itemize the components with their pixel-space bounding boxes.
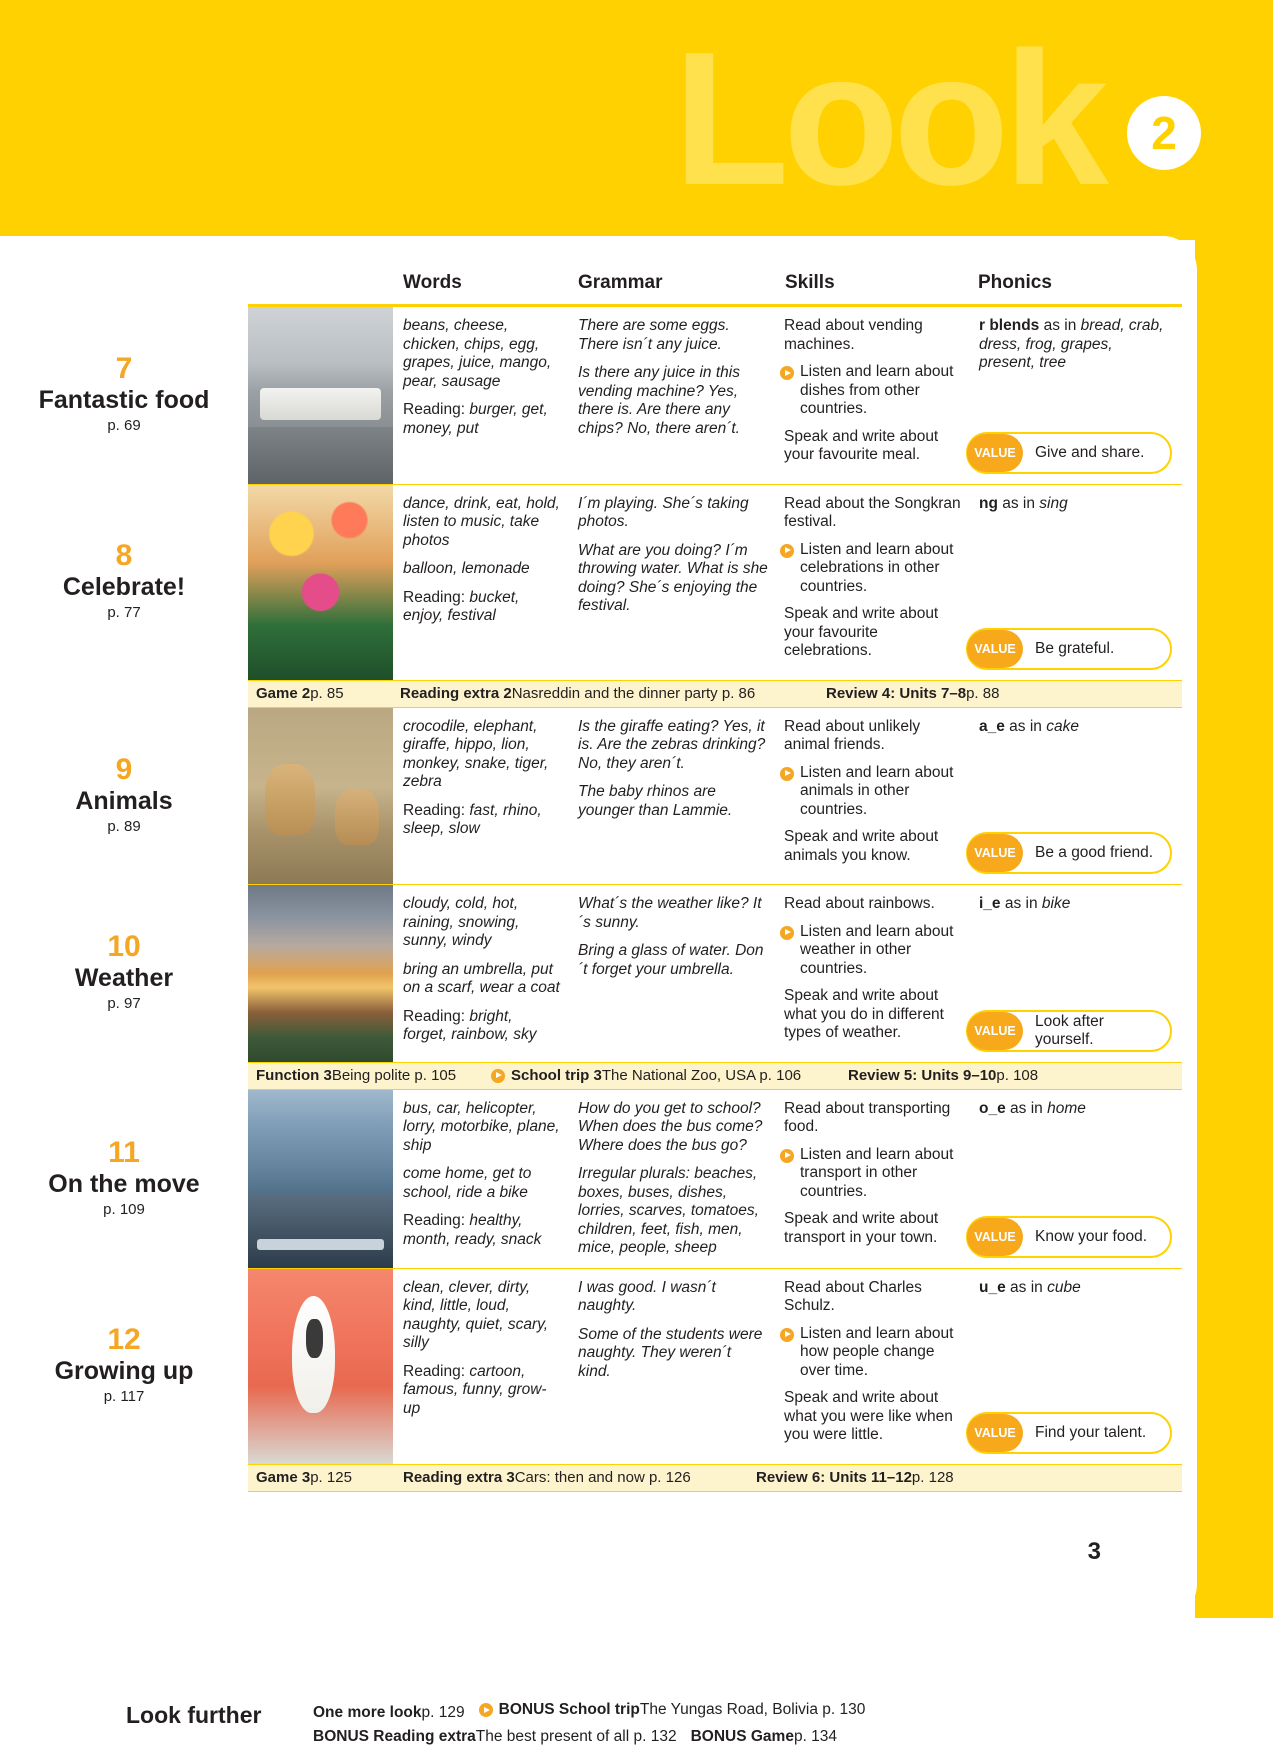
band-item-title: Review 6: Units 11–12	[756, 1469, 912, 1486]
grammar-item: The baby rhinos are younger than Lammie.	[578, 783, 733, 819]
words-main: beans, cheese, chicken, chips, egg, grapes, juice, mango, pear, sausage	[403, 317, 552, 390]
skill-item: Read about Charles Schulz.	[784, 1278, 922, 1314]
column-header-phonics: Phonics	[978, 272, 1052, 293]
words-cell	[393, 1269, 570, 1464]
grammar-item: What are you doing? I´m throwing water. What is she doing? She´s enjoying the festival.	[578, 541, 768, 614]
value-pill-label: VALUE	[967, 1012, 1023, 1050]
lions-savannah-photo	[248, 708, 393, 885]
words-main: dance, drink, eat, hold, listen to music, take photos	[403, 494, 560, 549]
look-further-item[interactable]	[313, 1701, 465, 1725]
unit-title: Growing up	[54, 1357, 194, 1385]
band-item[interactable]	[256, 1469, 352, 1486]
phonics-cell	[971, 307, 1182, 484]
grammar-item: Is there any juice in this vending machine? Yes, there is. Are there any chips? No, there aren´t.	[578, 364, 740, 437]
words-cell	[393, 485, 570, 680]
band-item-title: School trip 3	[511, 1067, 602, 1084]
unit-photo	[248, 885, 393, 1062]
grammar-item: I was good. I wasn´t naughty.	[578, 1278, 716, 1314]
look-further-item-title: One more look	[313, 1704, 422, 1721]
band-item-detail: Cars: then and now p. 126	[514, 1469, 691, 1486]
unit-page: p. 117	[103, 1388, 145, 1405]
audio-play-icon[interactable]	[479, 1703, 493, 1717]
unit-label	[0, 753, 248, 835]
syllabus-table	[248, 304, 1182, 1492]
band-item[interactable]	[400, 685, 755, 702]
audio-play-icon[interactable]	[780, 366, 794, 380]
unit-label	[0, 930, 248, 1012]
storm-clouds-sunset-photo	[248, 885, 393, 1062]
unit-label	[0, 1323, 248, 1405]
unit-title: Weather	[74, 964, 174, 992]
skills-cell	[778, 1269, 971, 1464]
page-header-band	[0, 0, 1273, 240]
look-further-line	[313, 1698, 1013, 1725]
unit-photo	[248, 1090, 393, 1268]
unit-page: p. 97	[107, 995, 141, 1012]
skill-item: Speak and write about your favourite celebrations.	[784, 605, 939, 659]
band-item-detail: The National Zoo, USA p. 106	[601, 1067, 802, 1084]
flamingo-photo	[248, 1269, 393, 1464]
value-badge	[966, 1010, 1172, 1052]
look-further-line	[313, 1725, 1013, 1749]
value-text: Give and share.	[1035, 443, 1145, 461]
skills-cell	[778, 885, 971, 1062]
words-reading: Reading: fast, rhino, sleep, slow	[403, 801, 542, 837]
grammar-item: Bring a glass of water. Don´t forget your umbrella.	[578, 942, 764, 978]
phonics-cell	[971, 885, 1182, 1062]
words-main: crocodile, elephant, giraffe, hippo, lion, monkey, snake, tiger, zebra	[403, 717, 549, 790]
value-text: Be grateful.	[1035, 639, 1115, 657]
phonics-cell	[971, 708, 1182, 885]
audio-play-icon[interactable]	[780, 926, 794, 940]
phonics-text: r blends as in bread, crab, dress, frog, grapes, present, tree	[979, 317, 1164, 371]
grammar-item: Irregular plurals: beaches, boxes, buses, dishes, lorries, scarves, tomatoes, children, feet, fish, men, mice, people, sheep	[578, 1165, 759, 1256]
look-further-item-detail: p. 134	[793, 1728, 838, 1745]
look-further-item-title: BONUS School trip	[498, 1701, 640, 1718]
band-item-title: Review 5: Units 9–10	[848, 1067, 997, 1084]
column-header-grammar: Grammar	[578, 272, 663, 293]
look-further-item-title: BONUS Reading extra	[313, 1728, 476, 1745]
unit-title: Celebrate!	[62, 573, 186, 601]
band-item[interactable]	[256, 1067, 456, 1084]
value-text: Look after yourself.	[1035, 1012, 1104, 1048]
look-further-links	[313, 1698, 1013, 1749]
column-header-words: Words	[403, 272, 462, 293]
grammar-cell	[570, 1090, 778, 1268]
band-item[interactable]	[848, 1067, 1038, 1084]
syllabus-row	[248, 885, 1182, 1063]
syllabus-row	[248, 1269, 1182, 1465]
band-item[interactable]	[826, 685, 999, 702]
grammar-cell	[570, 485, 778, 680]
value-badge	[966, 1216, 1172, 1258]
look-further-item[interactable]	[479, 1698, 866, 1722]
skill-item: Listen and learn about weather in other countries.	[784, 923, 961, 979]
syllabus-row	[248, 485, 1182, 681]
phonics-text: ng as in sing	[979, 494, 1068, 512]
unit-label	[0, 352, 248, 434]
value-text: Be a good friend.	[1035, 844, 1154, 861]
band-item-detail: p. 85	[310, 685, 344, 702]
skills-cell	[778, 485, 971, 680]
unit-page: p. 77	[107, 604, 141, 621]
page-number: 3	[1087, 1538, 1101, 1565]
value-text: Know your food.	[1035, 1227, 1148, 1245]
unit-photo	[248, 307, 393, 484]
skill-item: Read about rainbows.	[784, 895, 935, 912]
grammar-item: There are some eggs. There isn´t any juice.	[578, 317, 730, 353]
band-item-title: Game 2	[256, 685, 311, 702]
audio-play-icon[interactable]	[780, 544, 794, 558]
column-headers	[0, 272, 1197, 306]
section-band	[248, 681, 1182, 708]
grammar-cell	[570, 307, 778, 484]
skill-item: Listen and learn about transport in other countries.	[784, 1146, 961, 1202]
words-cell	[393, 885, 570, 1062]
city-street-food-photo	[248, 307, 393, 484]
skills-cell	[778, 307, 971, 484]
words-cell	[393, 307, 570, 484]
unit-page: p. 69	[107, 417, 141, 434]
grammar-item: I´m playing. She´s taking photos.	[578, 494, 749, 530]
band-item[interactable]	[403, 1469, 691, 1486]
words-extra: balloon, lemonade	[403, 560, 530, 577]
skill-item: Speak and write about what you do in different types of weather.	[784, 987, 944, 1041]
words-main: clean, clever, dirty, kind, little, loud, naughty, quiet, scary, silly	[403, 1278, 549, 1351]
page-content-area	[0, 236, 1197, 1745]
unit-number: 9	[115, 753, 133, 786]
syllabus-row	[248, 307, 1182, 485]
words-main: cloudy, cold, hot, raining, snowing, sunny, windy	[403, 895, 520, 949]
words-reading: Reading: cartoon, famous, funny, grow-up	[403, 1362, 547, 1417]
look-further-item[interactable]	[313, 1725, 677, 1749]
value-badge	[966, 432, 1172, 474]
skill-item: Listen and learn about animals in other countries.	[784, 764, 961, 820]
words-extra: bring an umbrella, put on a scarf, wear a coat	[403, 960, 560, 996]
skill-item: Read about vending machines.	[784, 317, 923, 353]
look-further-item-title: BONUS Game	[690, 1728, 794, 1745]
words-main: bus, car, helicopter, lorry, motorbike, plane, ship	[403, 1099, 560, 1154]
unit-number: 8	[115, 539, 133, 572]
band-item-detail: Being polite p. 105	[331, 1067, 457, 1084]
grammar-item: Some of the students were naughty. They weren´t kind.	[578, 1325, 763, 1380]
band-item-title: Function 3	[256, 1067, 332, 1084]
words-reading: Reading: bucket, enjoy, festival	[403, 588, 520, 624]
look-further-title: Look further	[126, 1702, 262, 1728]
band-item-detail: p. 88	[966, 685, 1000, 702]
phonics-cell	[971, 1269, 1182, 1464]
band-item-title: Reading extra 3	[403, 1469, 515, 1486]
audio-play-icon[interactable]	[491, 1069, 505, 1083]
section-band	[248, 1465, 1182, 1492]
band-item[interactable]	[756, 1469, 954, 1486]
audio-play-icon[interactable]	[780, 1328, 794, 1342]
grammar-cell	[570, 708, 778, 885]
band-item-detail: p. 128	[911, 1469, 954, 1486]
value-pill-label: VALUE	[967, 630, 1023, 668]
value-pill-label: VALUE	[967, 834, 1023, 872]
syllabus-row	[248, 1090, 1182, 1269]
band-item-detail: p. 108	[996, 1067, 1039, 1084]
look-further-item-detail: The best present of all p. 132	[475, 1728, 677, 1745]
holi-festival-photo	[248, 485, 393, 680]
grammar-cell	[570, 1269, 778, 1464]
city-traffic-photo	[248, 1090, 393, 1268]
look-further-item-detail: The Yungas Road, Bolivia p. 130	[639, 1701, 866, 1718]
value-pill-label: VALUE	[967, 434, 1023, 472]
grammar-cell	[570, 885, 778, 1062]
value-pill-label: VALUE	[967, 1414, 1023, 1452]
skill-item: Listen and learn about how people change over time.	[784, 1325, 961, 1381]
look-further-item[interactable]	[691, 1725, 837, 1749]
grammar-item: How do you get to school? When does the bus come? Where does the bus go?	[578, 1099, 763, 1154]
unit-label	[0, 1136, 248, 1218]
section-band	[248, 1063, 1182, 1090]
unit-photo	[248, 485, 393, 680]
grammar-item: Is the giraffe eating? Yes, it is. Are the zebras drinking? No, they aren´t.	[578, 717, 766, 772]
skill-item: Speak and write about what you were like when you were little.	[784, 1389, 953, 1443]
value-text: Find your talent.	[1035, 1423, 1147, 1441]
phonics-text: a_e as in cake	[979, 717, 1079, 735]
words-cell	[393, 708, 570, 885]
phonics-text: i_e as in bike	[979, 895, 1071, 912]
brand-title: Look	[673, 13, 1103, 225]
unit-label	[0, 539, 248, 621]
value-badge	[966, 628, 1172, 670]
column-header-skills: Skills	[785, 272, 835, 293]
skills-cell	[778, 1090, 971, 1268]
audio-play-icon[interactable]	[780, 767, 794, 781]
syllabus-row	[248, 708, 1182, 886]
unit-title: Animals	[75, 787, 173, 815]
phonics-text: o_e as in home	[979, 1099, 1086, 1117]
skills-cell	[778, 708, 971, 885]
unit-title: Fantastic food	[38, 386, 210, 414]
unit-page: p. 89	[107, 818, 141, 835]
skill-item: Speak and write about animals you know.	[784, 828, 939, 864]
unit-number: 12	[107, 1323, 141, 1356]
skill-item: Listen and learn about dishes from other countries.	[784, 363, 961, 419]
unit-number: 10	[107, 930, 141, 963]
unit-number: 7	[115, 352, 133, 385]
look-further-item-detail: p. 129	[421, 1704, 465, 1721]
skill-item: Listen and learn about celebrations in other countries.	[784, 541, 961, 597]
value-pill-label: VALUE	[967, 1218, 1023, 1256]
band-item-detail: p. 125	[310, 1469, 352, 1486]
unit-photo	[248, 708, 393, 885]
right-yellow-strip	[1195, 236, 1273, 1618]
phonics-cell	[971, 485, 1182, 680]
band-item-detail: Nasreddin and the dinner party p. 86	[511, 685, 756, 702]
words-cell	[393, 1090, 570, 1268]
words-extra: come home, get to school, ride a bike	[403, 1165, 532, 1201]
unit-title: On the move	[48, 1169, 200, 1198]
skill-item: Speak and write about your favourite meal.	[784, 427, 939, 463]
band-item-title: Reading extra 2	[400, 685, 512, 702]
band-item-title: Game 3	[256, 1469, 311, 1486]
phonics-cell	[971, 1090, 1182, 1268]
value-badge	[966, 832, 1172, 874]
band-item-title: Review 4: Units 7–8	[826, 685, 967, 702]
band-item[interactable]	[256, 685, 344, 702]
skill-item: Read about unlikely animal friends.	[784, 717, 921, 753]
audio-play-icon[interactable]	[780, 1149, 794, 1163]
band-item[interactable]	[491, 1067, 801, 1084]
skill-item: Speak and write about transport in your town.	[784, 1210, 939, 1246]
phonics-text: u_e as in cube	[979, 1278, 1081, 1296]
unit-page: p. 109	[103, 1200, 145, 1218]
words-reading: Reading: healthy, month, ready, snack	[403, 1212, 542, 1248]
grammar-item: What´s the weather like? It´s sunny.	[578, 895, 762, 931]
brand-level-badge: 2	[1127, 96, 1201, 170]
words-reading: Reading: burger, get, money, put	[403, 401, 548, 437]
unit-photo	[248, 1269, 393, 1464]
skill-item: Read about the Songkran festival.	[784, 494, 961, 530]
value-badge	[966, 1412, 1172, 1454]
skill-item: Read about transporting food.	[784, 1099, 951, 1135]
unit-number: 11	[108, 1135, 140, 1169]
words-reading: Reading: bright, forget, rainbow, sky	[403, 1007, 537, 1043]
